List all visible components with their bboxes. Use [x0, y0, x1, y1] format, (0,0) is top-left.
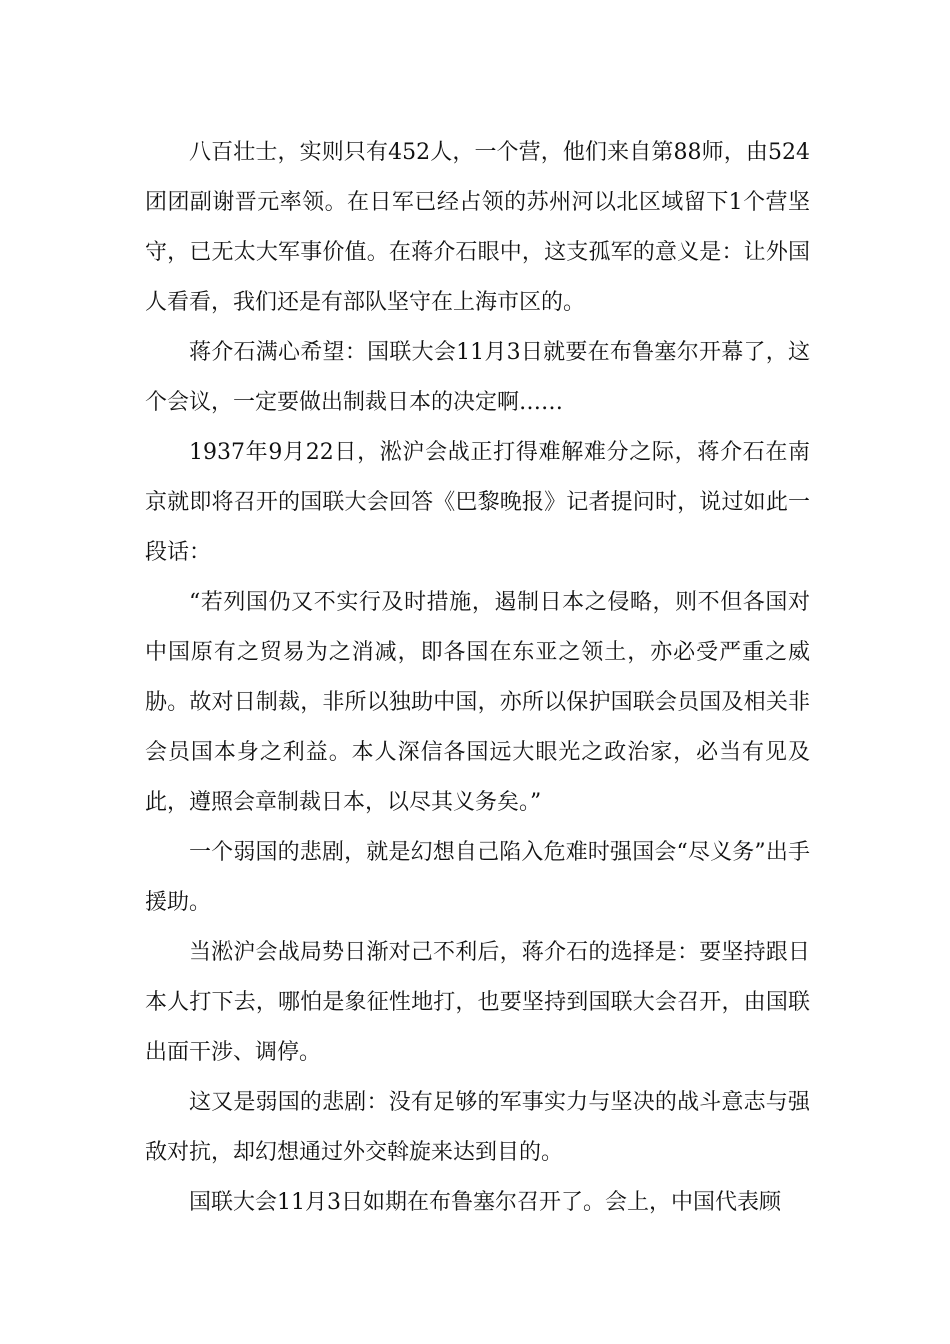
body-text [145, 128, 810, 1228]
paragraph-diplomacy-tragedy: 这又是弱国的悲剧：没有足够的军事实力与坚决的战斗意志与强敌对抗，却幻想通过外交斡旋来达到目的。 [145, 1090, 810, 1165]
paragraph-weak-nation-tragedy: 一个弱国的悲剧，就是幻想自己陷入危难时强国会“尽义务”出手援助。 [145, 840, 810, 915]
paragraph-league-hope: 蒋介石满心希望：国联大会11月3日就要在布鲁塞尔开幕了，这个会议，一定要做出制裁日本的决定啊…… [145, 340, 810, 415]
paragraph-choice: 当淞沪会战局势日渐对己不利后，蒋介石的选择是：要坚持跟日本人打下去，哪怕是象征性地打，也要坚持到国联大会召开，由国联出面干涉、调停。 [145, 940, 810, 1065]
paragraph-interview: 1937年9月22日，淞沪会战正打得难解难分之际，蒋介石在南京就即将召开的国联大会回答《巴黎晚报》记者提问时，说过如此一段话： [145, 440, 810, 565]
paragraph-quote: “若列国仍又不实行及时措施，遏制日本之侵略，则不但各国对中国原有之贸易为之消减，即各国在东亚之领土，亦必受严重之威胁。故对日制裁，非所以独助中国，亦所以保护国联会员国及相关非会员国本身之利益。本人深信各国远大眼光之政治家，必当有见及此，遵照会章制裁日本，以尽其义务矣。” [145, 590, 810, 815]
paragraph-eight-hundred-heroes: 八百壮士，实则只有452人，一个营，他们来自第88师，由524团团副谢晋元率领。在日军已经占领的苏州河以北区域留下1个营坚守，已无太大军事价值。在蒋介石眼中，这支孤军的意义是：让外国人看看，我们还是有部队坚守在上海市区的。 [145, 140, 810, 315]
paragraph-brussels-conference: 国联大会11月3日如期在布鲁塞尔召开了。会上，中国代表顾 [189, 1190, 781, 1215]
